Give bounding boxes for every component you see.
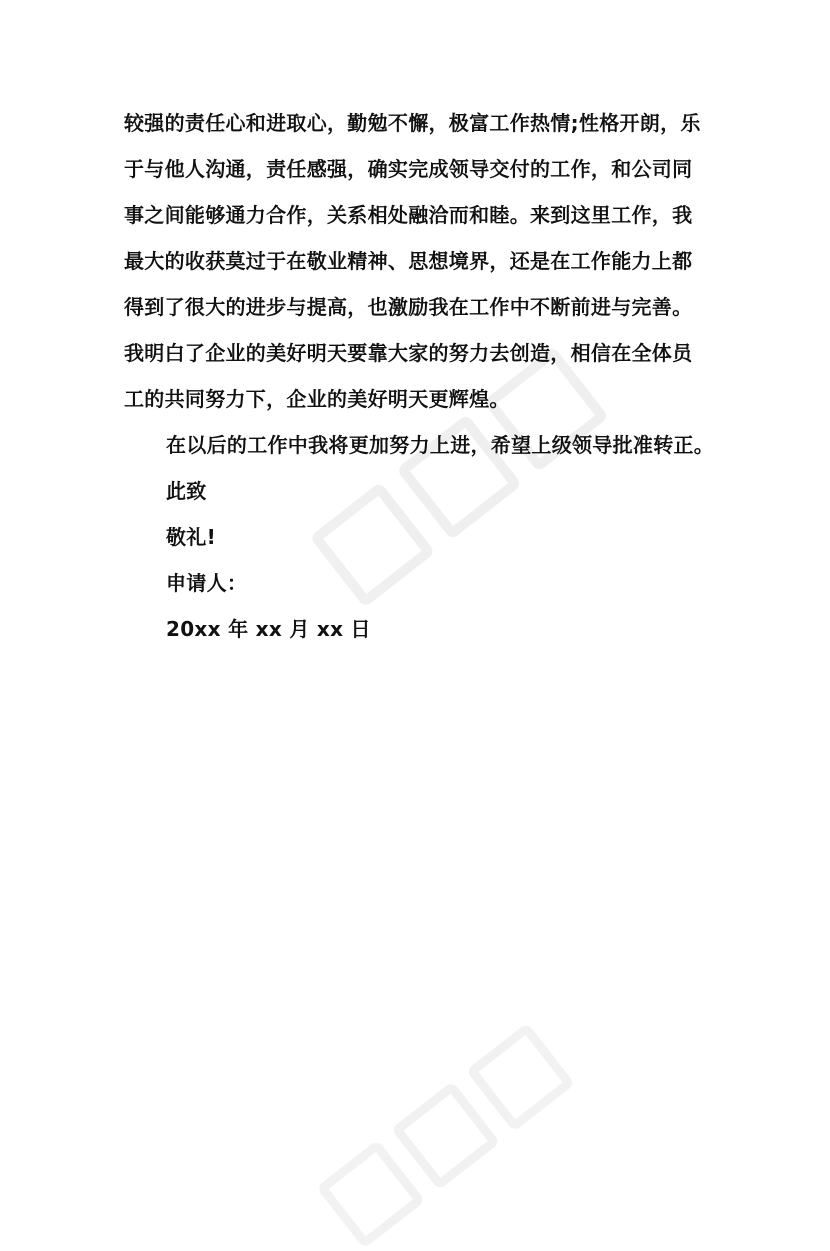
applicant-label: 申请人： <box>166 571 248 595</box>
body-line: 事之间能够通力合作，关系相处融洽而和睦。来到这里工作，我 <box>124 203 693 227</box>
body-line: 于与他人沟通，责任感强，确实完成领导交付的工作，和公司同 <box>124 157 693 181</box>
body-line: 最大的收获莫过于在敬业精神、思想境界，还是在工作能力上都 <box>124 249 693 273</box>
body-line: 我明白了企业的美好明天要靠大家的努力去创造，相信在全体员 <box>124 341 693 365</box>
watermark-logo-bottom <box>310 1020 570 1251</box>
body-line: 较强的责任心和进取心，勤勉不懈，极富工作热情;性格开朗，乐 <box>124 111 701 135</box>
body-line: 工的共同努力下，企业的美好明天更辉煌。 <box>124 387 510 411</box>
salutation-line-2: 敬礼! <box>166 525 217 549</box>
document-body <box>124 100 724 652</box>
signature-date: 20xx 年 xx 月 xx 日 <box>166 617 371 641</box>
closing-paragraph: 在以后的工作中我将更加努力上进，希望上级领导批准转正。 <box>166 433 715 457</box>
body-line: 得到了很大的进步与提高，也激励我在工作中不断前进与完善。 <box>124 295 693 319</box>
salutation-line-1: 此致 <box>166 479 207 503</box>
